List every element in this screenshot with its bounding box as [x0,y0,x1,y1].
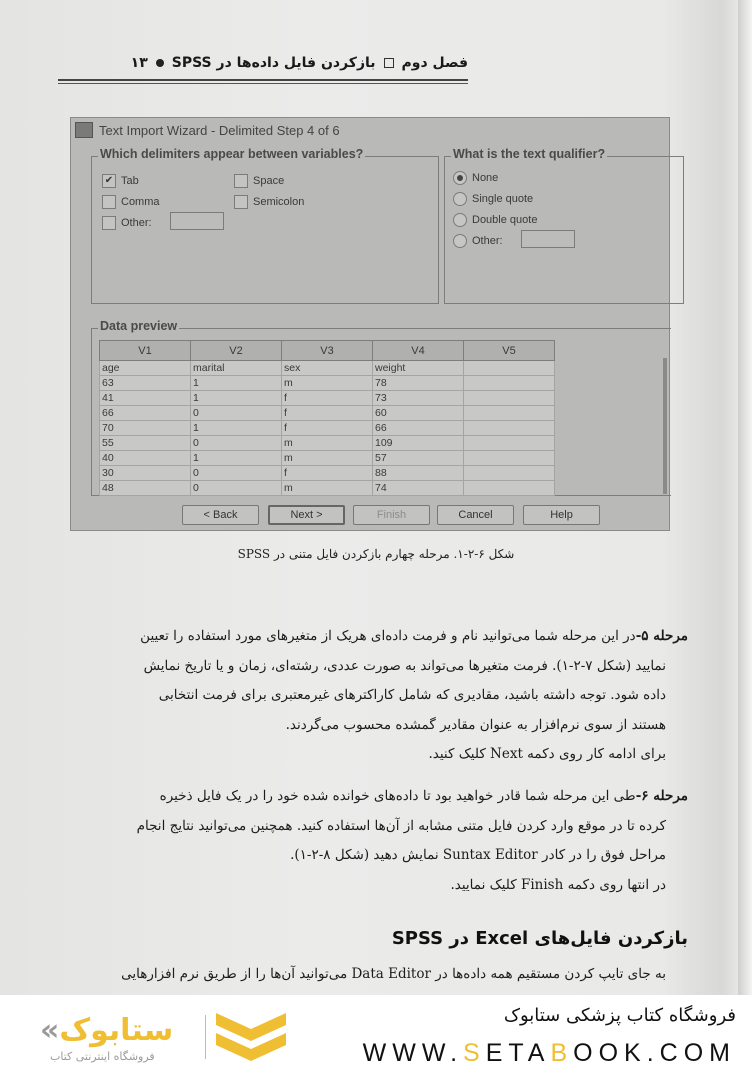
text-line: به جای تایپ کردن مستقیم همه داده‌ها در Data Editor می‌توانید آن‌ها را از طریق نرم افزارهایی [121,966,666,982]
logo-subtitle: فروشگاه اینترنتی کتاب [50,1050,155,1063]
text-line: مراحل فوق را در کادر Suntax Editor نمایش دهید (شکل ۸-۲-۱). [290,847,666,863]
table-cell: f [282,466,373,481]
text-line: در این مرحله شما می‌توانید نام و فرمت داده‌ای هریک از متغیرهای مورد استفاده را تعیین [140,628,636,644]
table-cell [464,391,555,406]
table-cell: 66 [100,406,191,421]
other-qualifier-input[interactable] [521,230,575,248]
table-cell: 40 [100,451,191,466]
text-line: هستند از سوی نرم‌افزار به عنوان مقادیر گمشده محسوب می‌گردند. [285,716,666,733]
preview-vertical-scrollbar[interactable] [663,358,667,494]
table-cell: 55 [100,436,191,451]
cancel-button[interactable]: Cancel [437,505,514,525]
section-heading: بازکردن فایل‌های Excel در SPSS [391,928,688,949]
table-cell: 41 [100,391,191,406]
radio-label: Other: [472,235,503,247]
header-rule [58,79,468,81]
url-part: B [550,1039,574,1067]
checkbox-icon[interactable] [102,195,116,209]
text-line: نمایید (شکل ۷-۲-۱). فرمت متغیرها می‌تواند به صورت عددی، رشته‌ای، زمان و یا تاریخ نمایش [143,657,666,674]
table-cell: 48 [100,481,191,496]
radio-icon[interactable] [453,213,467,227]
paragraph-excel-intro [58,960,688,990]
table-cell [464,406,555,421]
table-cell [464,451,555,466]
table-cell: 1 [191,376,282,391]
next-button[interactable]: Next > [268,505,345,525]
table-cell: 0 [191,406,282,421]
column-header[interactable]: V1 [100,341,191,361]
table-cell [464,481,555,496]
table-cell: 0 [191,466,282,481]
dot-bullet-icon [156,59,164,67]
square-bullet-icon [384,58,394,68]
table-row [100,376,555,391]
brand-logo[interactable] [40,1013,173,1048]
logo-wordmark: ستابوک [59,1013,174,1048]
table-cell: 1 [191,421,282,436]
radio-other[interactable] [453,234,503,248]
table-cell: 30 [100,466,191,481]
data-preview-label: Data preview [100,319,178,333]
text-line: کرده تا در موقع وارد کردن فایل متنی مشابه از آن‌ها استفاده کنید. همچنین می‌توانید نتایج انجام [136,817,666,834]
table-cell: 60 [373,406,464,421]
checkbox-label: Semicolon [253,196,305,208]
table-cell: m [282,451,373,466]
checkbox-icon[interactable] [102,216,116,230]
table-cell: 1 [191,451,282,466]
back-button[interactable]: < Back [182,505,259,525]
step-6-label: مرحله ۶- [635,788,688,804]
store-banner [0,995,752,1080]
table-cell: f [282,421,373,436]
text-import-wizard-dialog [70,117,670,531]
column-header[interactable]: V5 [464,341,555,361]
text-line: در انتها روی دکمه Finish کلیک نمایید. [450,876,666,893]
table-cell: 63 [100,376,191,391]
table-cell: 0 [191,436,282,451]
qualifier-group [444,147,684,304]
table-cell: 88 [373,466,464,481]
table-cell [464,466,555,481]
table-cell: f [282,406,373,421]
help-button[interactable]: Help [523,505,600,525]
table-cell [464,421,555,436]
logo-divider [205,1015,206,1059]
table-cell [464,376,555,391]
table-cell: 70 [100,421,191,436]
url-part: ETA [485,1039,551,1067]
preview-header-row [100,341,555,361]
url-part: S [463,1039,486,1067]
url-part: OOK.COM [573,1039,736,1067]
table-cell: 57 [373,451,464,466]
header-rule [58,83,468,84]
url-part: WWW. [362,1039,464,1067]
checkbox-icon[interactable] [234,174,248,188]
table-cell: 1 [191,391,282,406]
column-header[interactable]: V4 [373,341,464,361]
radio-icon[interactable] [453,192,467,206]
figure-caption: شکل ۶-۲-۱. مرحله چهارم بازکردن فایل متنی در SPSS [237,547,515,561]
table-cell: weight [373,361,464,376]
radio-none[interactable] [453,171,498,185]
chapter-label: فصل دوم [401,55,468,71]
checkbox-label: Tab [121,175,139,187]
table-row [100,361,555,376]
column-header[interactable]: V3 [282,341,373,361]
running-header [58,52,468,74]
text-line: داده شود. توجه داشته باشید، مقادیری که شامل کاراکترهای غیرمعتبری برای فرمت انتخابی [158,687,666,703]
delimiters-group-label: Which delimiters appear between variables? [100,147,364,161]
page-number: ۱۳ [130,55,148,71]
checkbox-semicolon[interactable] [234,195,304,209]
step-5-label: مرحله ۵- [635,628,688,644]
double-chevron-left-icon: « [40,1013,60,1048]
checkbox-icon[interactable] [234,195,248,209]
brand-chevron-icon [216,1013,286,1063]
store-url[interactable] [363,1039,736,1068]
delimiters-group [91,147,439,304]
paragraph-step-5 [58,622,688,770]
table-cell: 0 [191,481,282,496]
checkbox-other[interactable] [102,216,152,230]
paragraph-step-6 [58,782,688,900]
radio-single-quote[interactable] [453,192,533,206]
page-edge-shadow [738,0,752,995]
dialog-titlebar [75,121,340,139]
table-cell: 74 [373,481,464,496]
table-row [100,466,555,481]
radio-double-quote[interactable] [453,213,537,227]
table-cell: 73 [373,391,464,406]
table-cell: age [100,361,191,376]
checkbox-tab[interactable] [102,174,139,188]
table-row [100,451,555,466]
checkbox-checked-icon[interactable]: ✔ [102,174,116,188]
table-cell: f [282,391,373,406]
column-header[interactable]: V2 [191,341,282,361]
chapter-title: بازکردن فایل داده‌ها در SPSS [171,55,376,71]
checkbox-comma[interactable] [102,195,160,209]
dialog-title: Text Import Wizard - Delimited Step 4 of 6 [99,122,340,138]
table-cell: m [282,436,373,451]
radio-icon[interactable] [453,234,467,248]
table-row [100,421,555,436]
table-cell: 78 [373,376,464,391]
checkbox-label: Space [253,175,285,187]
table-row [100,406,555,421]
text-line: طی این مرحله شما قادر خواهید بود تا داده‌های خوانده شده خود را در یک فایل ذخیره [159,788,636,804]
table-cell: 66 [373,421,464,436]
table-cell: m [282,481,373,496]
checkbox-label: Other: [121,217,152,229]
finish-button[interactable]: Finish [353,505,430,525]
table-cell: sex [282,361,373,376]
data-preview-table [99,340,555,496]
radio-label: None [472,172,499,184]
spss-app-icon [75,122,93,138]
table-cell: marital [191,361,282,376]
text-line: برای ادامه کار روی دکمه Next کلیک کنید. [428,746,666,762]
table-row [100,481,555,496]
checkbox-label: Comma [121,196,160,208]
radio-selected-icon[interactable] [453,171,467,185]
table-row [100,436,555,451]
table-cell: 109 [373,436,464,451]
checkbox-space[interactable] [234,174,284,188]
table-cell [464,436,555,451]
radio-label: Single quote [472,193,534,205]
table-row [100,391,555,406]
table-cell: m [282,376,373,391]
other-delimiter-input[interactable] [170,212,224,230]
store-name: فروشگاه کتاب پزشکی ستابوک [503,1005,736,1026]
radio-label: Double quote [472,214,538,226]
qualifier-group-label: What is the text qualifier? [453,147,606,161]
table-cell [464,361,555,376]
